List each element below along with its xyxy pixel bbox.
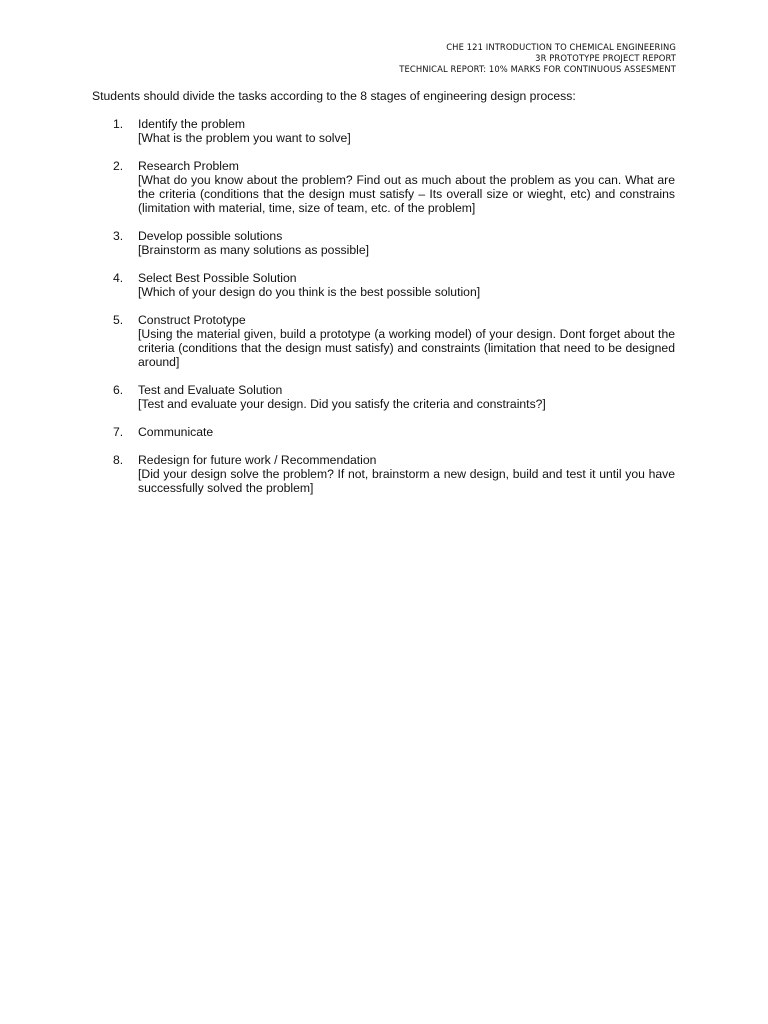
step-description: [What is the problem you want to solve]	[138, 131, 351, 145]
step-number: 6.	[113, 383, 124, 397]
step-title: Develop possible solutions	[138, 229, 283, 243]
course-title: CHE 121 INTRODUCTION TO CHEMICAL ENGINEERING	[446, 42, 676, 52]
step-title: Research Problem	[138, 159, 239, 173]
step-description: [What do you know about the problem? Find out as much about the problem as you can. What are the criteria (conditions that the design must satisfy – Its overall size or wieght, etc) and constrains (limitation with material, time, size of team, etc. of the problem]	[138, 173, 675, 215]
step-3	[92, 229, 675, 257]
step-description: [Brainstorm as many solutions as possible]	[138, 243, 369, 257]
assessment-note: TECHNICAL REPORT: 10% MARKS FOR CONTINUOUS ASSESMENT	[399, 64, 676, 74]
step-description: [Test and evaluate your design. Did you satisfy the criteria and constraints?]	[138, 397, 546, 411]
step-number: 5.	[113, 313, 124, 327]
step-number: 7.	[113, 425, 124, 439]
step-2	[92, 159, 675, 215]
step-1	[92, 117, 675, 145]
step-number: 1.	[113, 117, 124, 131]
step-title: Redesign for future work / Recommendation	[138, 453, 377, 467]
step-description: [Using the material given, build a prototype (a working model) of your design. Dont forget about the criteria (conditions that the design must satisfy) and constraints (limitation that need to be designed around]	[138, 327, 675, 369]
design-process-steps	[92, 117, 675, 509]
step-7	[92, 425, 675, 439]
step-number: 8.	[113, 453, 124, 467]
step-4	[92, 271, 675, 299]
step-6	[92, 383, 675, 411]
step-title: Communicate	[138, 425, 214, 439]
step-title: Identify the problem	[138, 117, 246, 131]
step-8	[92, 453, 675, 495]
step-description: [Did your design solve the problem? If not, brainstorm a new design, build and test it until you have successfully solved the problem]	[138, 467, 675, 495]
document-header	[399, 42, 676, 75]
step-5	[92, 313, 675, 369]
intro-text: Students should divide the tasks according to the 8 stages of engineering design process:	[92, 89, 576, 103]
step-number: 4.	[113, 271, 124, 285]
report-title: 3R PROTOTYPE PROJECT REPORT	[535, 53, 676, 63]
step-number: 3.	[113, 229, 124, 243]
step-title: Select Best Possible Solution	[138, 271, 297, 285]
step-description: [Which of your design do you think is the best possible solution]	[138, 285, 481, 299]
step-title: Construct Prototype	[138, 313, 246, 327]
step-title: Test and Evaluate Solution	[138, 383, 283, 397]
step-number: 2.	[113, 159, 124, 173]
